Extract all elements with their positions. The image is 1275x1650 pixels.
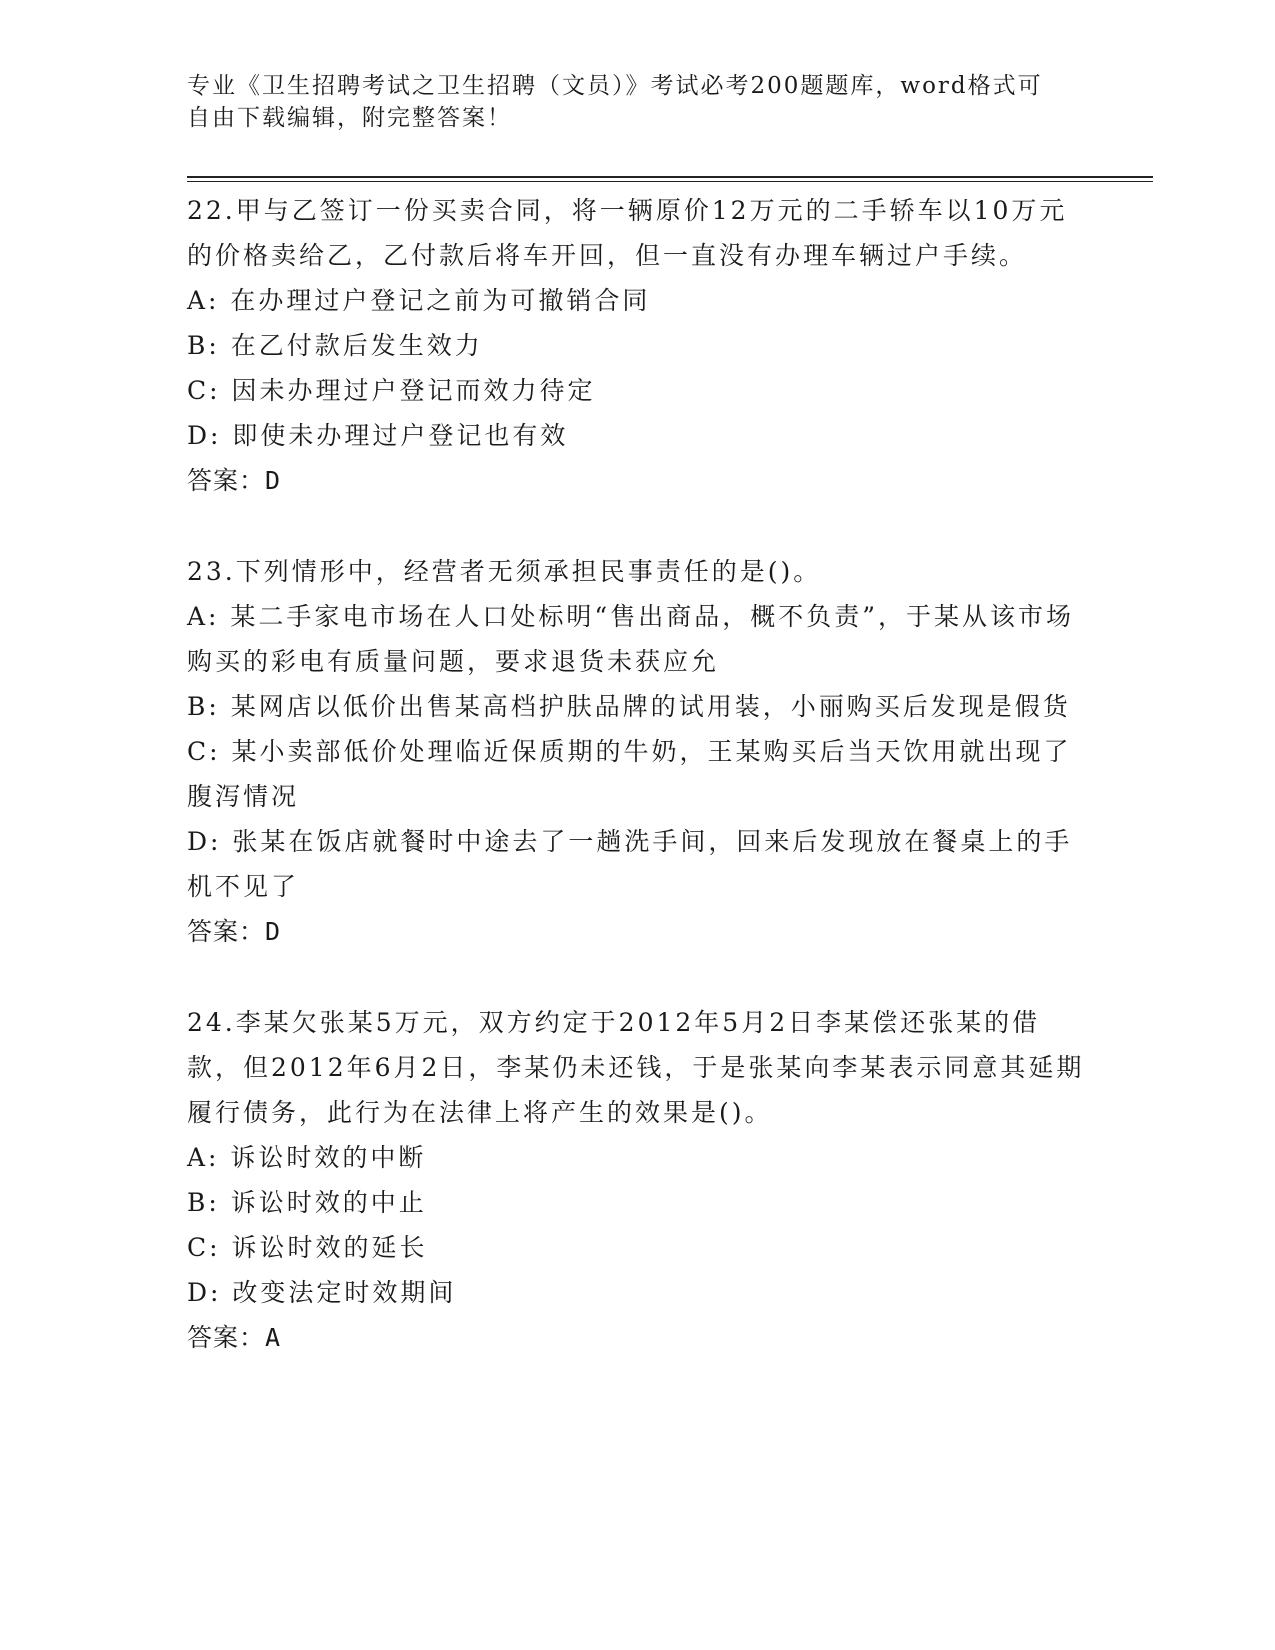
option-c: C: 某小卖部低价处理临近保质期的牛奶，王某购买后当天饮用就出现了腹泻情况	[187, 737, 1072, 811]
answer-label: 答案：	[187, 917, 266, 946]
answer-value: D	[265, 917, 282, 946]
question-stem: 24.李某欠张某5万元，双方约定于2012年5月2日李某偿还张某的借款，但2012年6月2日，李某仍未还钱，于是张某向李某表示同意其延期履行债务，此行为在法律上将产生的效果是()。	[187, 1008, 1085, 1127]
answer-label: 答案：	[187, 1323, 266, 1352]
option-b: B: 某网店以低价出售某高档护肤品牌的试用装，小丽购买后发现是假货	[187, 692, 1071, 721]
option-a: A: 诉讼时效的中断	[187, 1143, 427, 1172]
question-stem: 23.下列情形中，经营者无须承担民事责任的是()。	[187, 557, 822, 586]
header-divider	[187, 176, 1153, 182]
question-stem: 22.甲与乙签订一份买卖合同，将一辆原价12万元的二手轿车以10万元的价格卖给乙，乙付款后将车开回，但一直没有办理车辆过户手续。	[187, 196, 1068, 270]
option-a: A: 某二手家电市场在人口处标明“售出商品，概不负责”，于某从该市场购买的彩电有质量问题，要求退货未获应允	[187, 602, 1074, 676]
question-23	[187, 549, 1087, 954]
question-22	[187, 188, 1087, 503]
option-c: C: 因未办理过户登记而效力待定	[187, 376, 596, 405]
answer-label: 答案：	[187, 466, 266, 495]
answer-line	[187, 1315, 1087, 1360]
option-b: B: 诉讼时效的中止	[187, 1188, 427, 1217]
answer-value: D	[265, 466, 282, 495]
option-b: B: 在乙付款后发生效力	[187, 331, 483, 360]
document-header: 专业《卫生招聘考试之卫生招聘（文员）》考试必考200题题库，word格式可自由下载编辑，附完整答案！	[187, 73, 1043, 131]
option-d: D: 张某在饭店就餐时中途去了一趟洗手间，回来后发现放在餐桌上的手机不见了	[187, 827, 1073, 901]
answer-line	[187, 909, 1087, 954]
question-24	[187, 1000, 1087, 1360]
answer-value: A	[265, 1323, 282, 1352]
option-d: D: 改变法定时效期间	[187, 1278, 457, 1307]
question-list	[187, 188, 1087, 1406]
option-a: A: 在办理过户登记之前为可撤销合同	[187, 286, 651, 315]
option-c: C: 诉讼时效的延长	[187, 1233, 428, 1262]
answer-line	[187, 458, 1087, 503]
option-d: D: 即使未办理过户登记也有效	[187, 421, 569, 450]
